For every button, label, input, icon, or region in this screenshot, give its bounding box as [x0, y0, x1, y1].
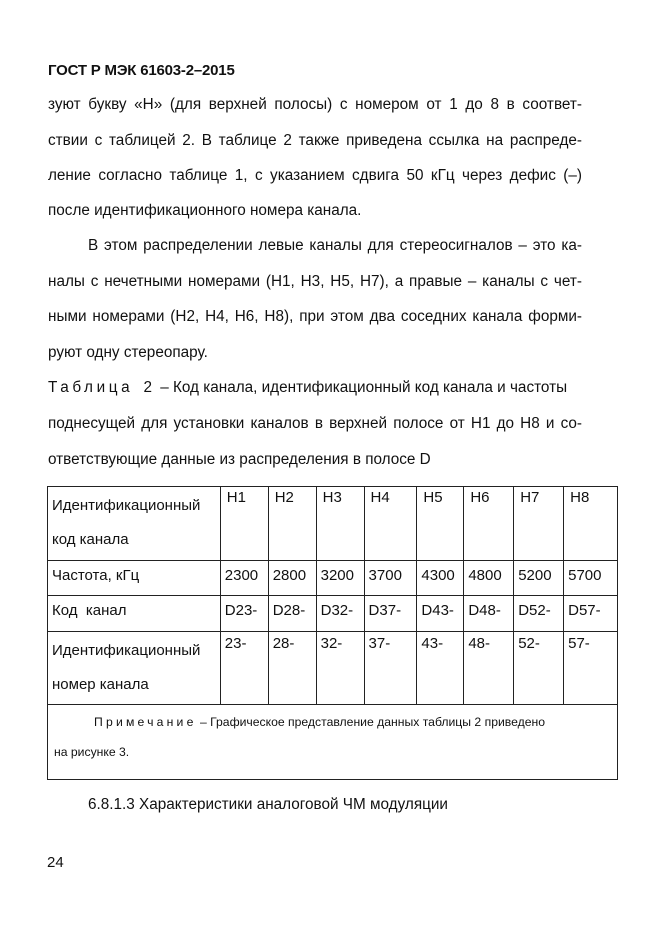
table-row: [48, 705, 618, 780]
body-text-line: после идентификационного номера канала.: [48, 202, 362, 219]
table-cell: D37-: [364, 596, 417, 632]
table-cell: H3: [316, 487, 364, 561]
table-cell: 48-: [464, 632, 514, 705]
table-cell: H2: [268, 487, 316, 561]
table-cell: 57-: [564, 632, 618, 705]
row-label-line: номер канала: [52, 676, 149, 693]
table-caption-label: Таблица: [48, 379, 134, 396]
table-cell: 4800: [464, 561, 514, 596]
table-cell: 52-: [514, 632, 564, 705]
table-cell: 28-: [268, 632, 316, 705]
section-heading: 6.8.1.3 Характеристики аналоговой ЧМ модуляции: [88, 796, 448, 813]
body-text-line: ными номерами (H2, H4, H6, H8), при этом два соседних канала форми-: [48, 308, 582, 325]
table-cell: 43-: [417, 632, 464, 705]
table-cell: 3200: [316, 561, 364, 596]
body-text-line: руют одну стереопару.: [48, 344, 208, 361]
table-cell: D48-: [464, 596, 514, 632]
row-label: [48, 632, 221, 705]
table-cell: 3700: [364, 561, 417, 596]
table-row: [48, 632, 618, 705]
body-text-line: ление согласно таблице 1, с указанием сдвига 50 кГц через дефис (–): [48, 167, 582, 184]
table-cell: D57-: [564, 596, 618, 632]
note-text-line2: на рисунке 3.: [54, 745, 130, 759]
table-cell: 5700: [564, 561, 618, 596]
page-number: 24: [47, 854, 64, 871]
document-header: ГОСТ Р МЭК 61603-2–2015: [48, 62, 235, 79]
table-cell: D32-: [316, 596, 364, 632]
table-cell: 5200: [514, 561, 564, 596]
table-cell: H7: [514, 487, 564, 561]
table-row: [48, 596, 618, 632]
row-label-line: Идентификационный: [52, 497, 201, 514]
table-cell: 2800: [268, 561, 316, 596]
table-cell: 32-: [316, 632, 364, 705]
table-cell: H5: [417, 487, 464, 561]
table-caption-line: [48, 378, 582, 398]
table-cell: H6: [464, 487, 514, 561]
table-cell: D23-: [220, 596, 268, 632]
table-cell: 4300: [417, 561, 464, 596]
body-text-line: налы с нечетными номерами (H1, H3, H5, H7), а правые – каналы с чет-: [48, 273, 582, 290]
body-text-line: ствии с таблицей 2. В таблице 2 также приведена ссылка на распреде-: [48, 132, 582, 149]
table-caption-line: ответствующие данные из распределения в полосе D: [48, 451, 431, 468]
table-row: [48, 487, 618, 561]
table-cell: 23-: [220, 632, 268, 705]
table-caption-text: – Код канала, идентификационный код канала и частоты: [160, 379, 568, 396]
table-note: [48, 705, 618, 780]
body-text-line: В этом распределении левые каналы для стереосигналов – это ка-: [88, 237, 582, 254]
table-cell: D28-: [268, 596, 316, 632]
row-label: [48, 487, 221, 561]
table-cell: 37-: [364, 632, 417, 705]
note-text: – Графическое представление данных таблицы 2 приведено: [199, 715, 546, 729]
row-label-line: Идентификационный: [52, 642, 201, 659]
row-label: Код канал: [48, 596, 221, 632]
body-text-line: зуют букву «H» (для верхней полосы) с номером от 1 до 8 в соответ-: [48, 96, 582, 113]
table-cell: H8: [564, 487, 618, 561]
channel-table: [47, 486, 618, 780]
table-cell: D43-: [417, 596, 464, 632]
note-label: Примечание: [94, 715, 197, 729]
table-cell: 2300: [220, 561, 268, 596]
table-cell: H1: [220, 487, 268, 561]
table-caption-number: 2: [143, 379, 152, 396]
table-caption-line: поднесущей для установки каналов в верхней полосе от H1 до H8 и со-: [48, 415, 582, 432]
table-row: [48, 561, 618, 596]
row-label: Частота, кГц: [48, 561, 221, 596]
table-cell: D52-: [514, 596, 564, 632]
row-label-line: код канала: [52, 531, 129, 548]
table-cell: H4: [364, 487, 417, 561]
